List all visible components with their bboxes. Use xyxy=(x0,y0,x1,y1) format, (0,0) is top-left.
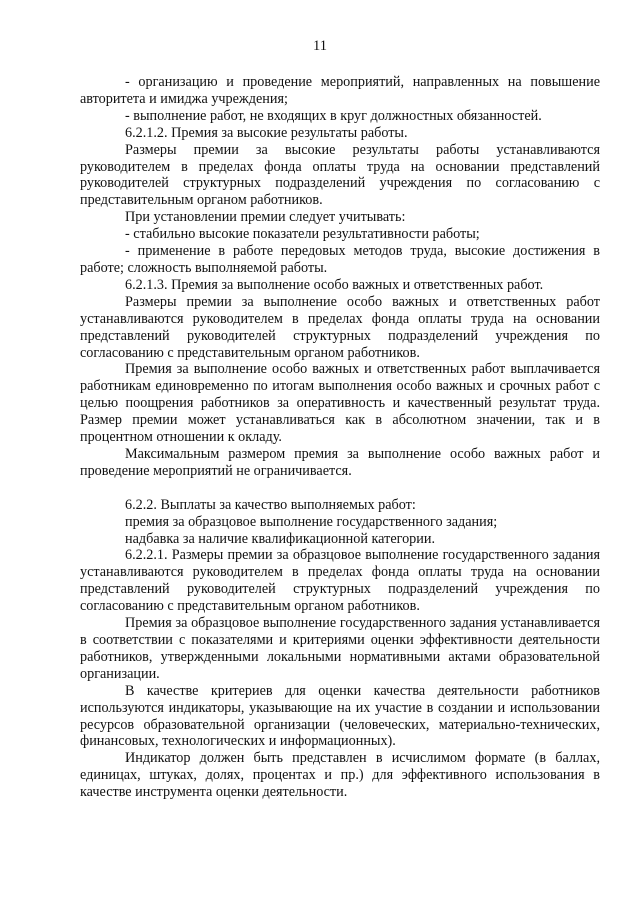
section-heading-6-2-1-2: 6.2.1.2. Премия за высокие результаты работы. xyxy=(125,124,408,141)
section-heading-6-2-2: 6.2.2. Выплаты за качество выполняемых работ: xyxy=(125,496,416,513)
paragraph-high-results-bonus: Размеры премии за высокие результаты работы устанавливаются руководителем в пределах фонда оплаты труда на основании представлений руководителей структурных подразделений учреждения по согласованию с представительным органом работников. xyxy=(80,141,600,209)
paragraph-indicator-format: Индикатор должен быть представлен в исчислимом формате (в баллах, единицах, штуках, долях, процентах и пр.) для эффективного использования в качестве инструмента оценки деятельности. xyxy=(80,750,600,801)
paragraph-6-2-2-1: 6.2.2.1. Размеры премии за образцовое выполнение государственного задания устанавливаются руководителем в пределах фонда оплаты труда на основании представлений руководителей структурных подразделений учреждения по согласованию с представительным органом работников. xyxy=(80,547,600,615)
paragraph-bullet-advanced-methods: - применение в работе передовых методов труда, высокие достижения в работе; сложность выполняемой работы. xyxy=(80,243,600,276)
paragraph-important-work-bonus-size: Размеры премии за выполнение особо важных и ответственных работ устанавливаются руководителем в пределах фонда оплаты труда на основании представлений руководителей структурных подразделений учреждения по согласованию с представительным органом работников. xyxy=(80,293,600,361)
section-heading-6-2-1-3: 6.2.1.3. Премия за выполнение особо важных и ответственных работ. xyxy=(125,276,544,293)
paragraph-important-work-bonus-payment: Премия за выполнение особо важных и ответственных работ выплачивается работникам единовременно по итогам выполнения особо важных и срочных работ с целью поощрения работников за оперативность и качественный результат труда. Размер премии может устанавливаться как в абсолютном значении, так и в процентном отношении к окладу. xyxy=(80,361,600,446)
paragraph-bullet-events: - организацию и проведение мероприятий, направленных на повышение авторитета и имиджа учреждения; xyxy=(80,74,600,107)
paragraph-bonus-considerations: При установлении премии следует учитывать: xyxy=(125,209,406,226)
paragraph-maximum-bonus: Максимальным размером премия за выполнение особо важных работ и проведение мероприятий не ограничивается. xyxy=(80,445,600,479)
paragraph-quality-indicators: В качестве критериев для оценки качества деятельности работников используются индикаторы, указывающие на их участие в создании и использовании ресурсов образовательной организации (человеческих, материально-технических, финансовых, технологических и информационных). xyxy=(80,682,600,750)
paragraph-bullet-extra-work: - выполнение работ, не входящих в круг должностных обязанностей. xyxy=(125,107,542,124)
paragraph-performance-criteria: Премия за образцовое выполнение государственного задания устанавливается в соответствии с показателями и критериями оценки эффективности деятельности работников, утвержденными локальными нормативными актами образовательной организации. xyxy=(80,615,600,682)
paragraph-qualification-allowance: надбавка за наличие квалификационной категории. xyxy=(125,530,435,547)
page-number: 11 xyxy=(313,38,327,54)
paragraph-state-task-bonus: премия за образцовое выполнение государственного задания; xyxy=(125,513,498,530)
paragraph-bullet-stable-results: - стабильно высокие показатели результативности работы; xyxy=(125,226,480,243)
paragraph-gap xyxy=(80,480,600,497)
document-body xyxy=(80,74,600,801)
